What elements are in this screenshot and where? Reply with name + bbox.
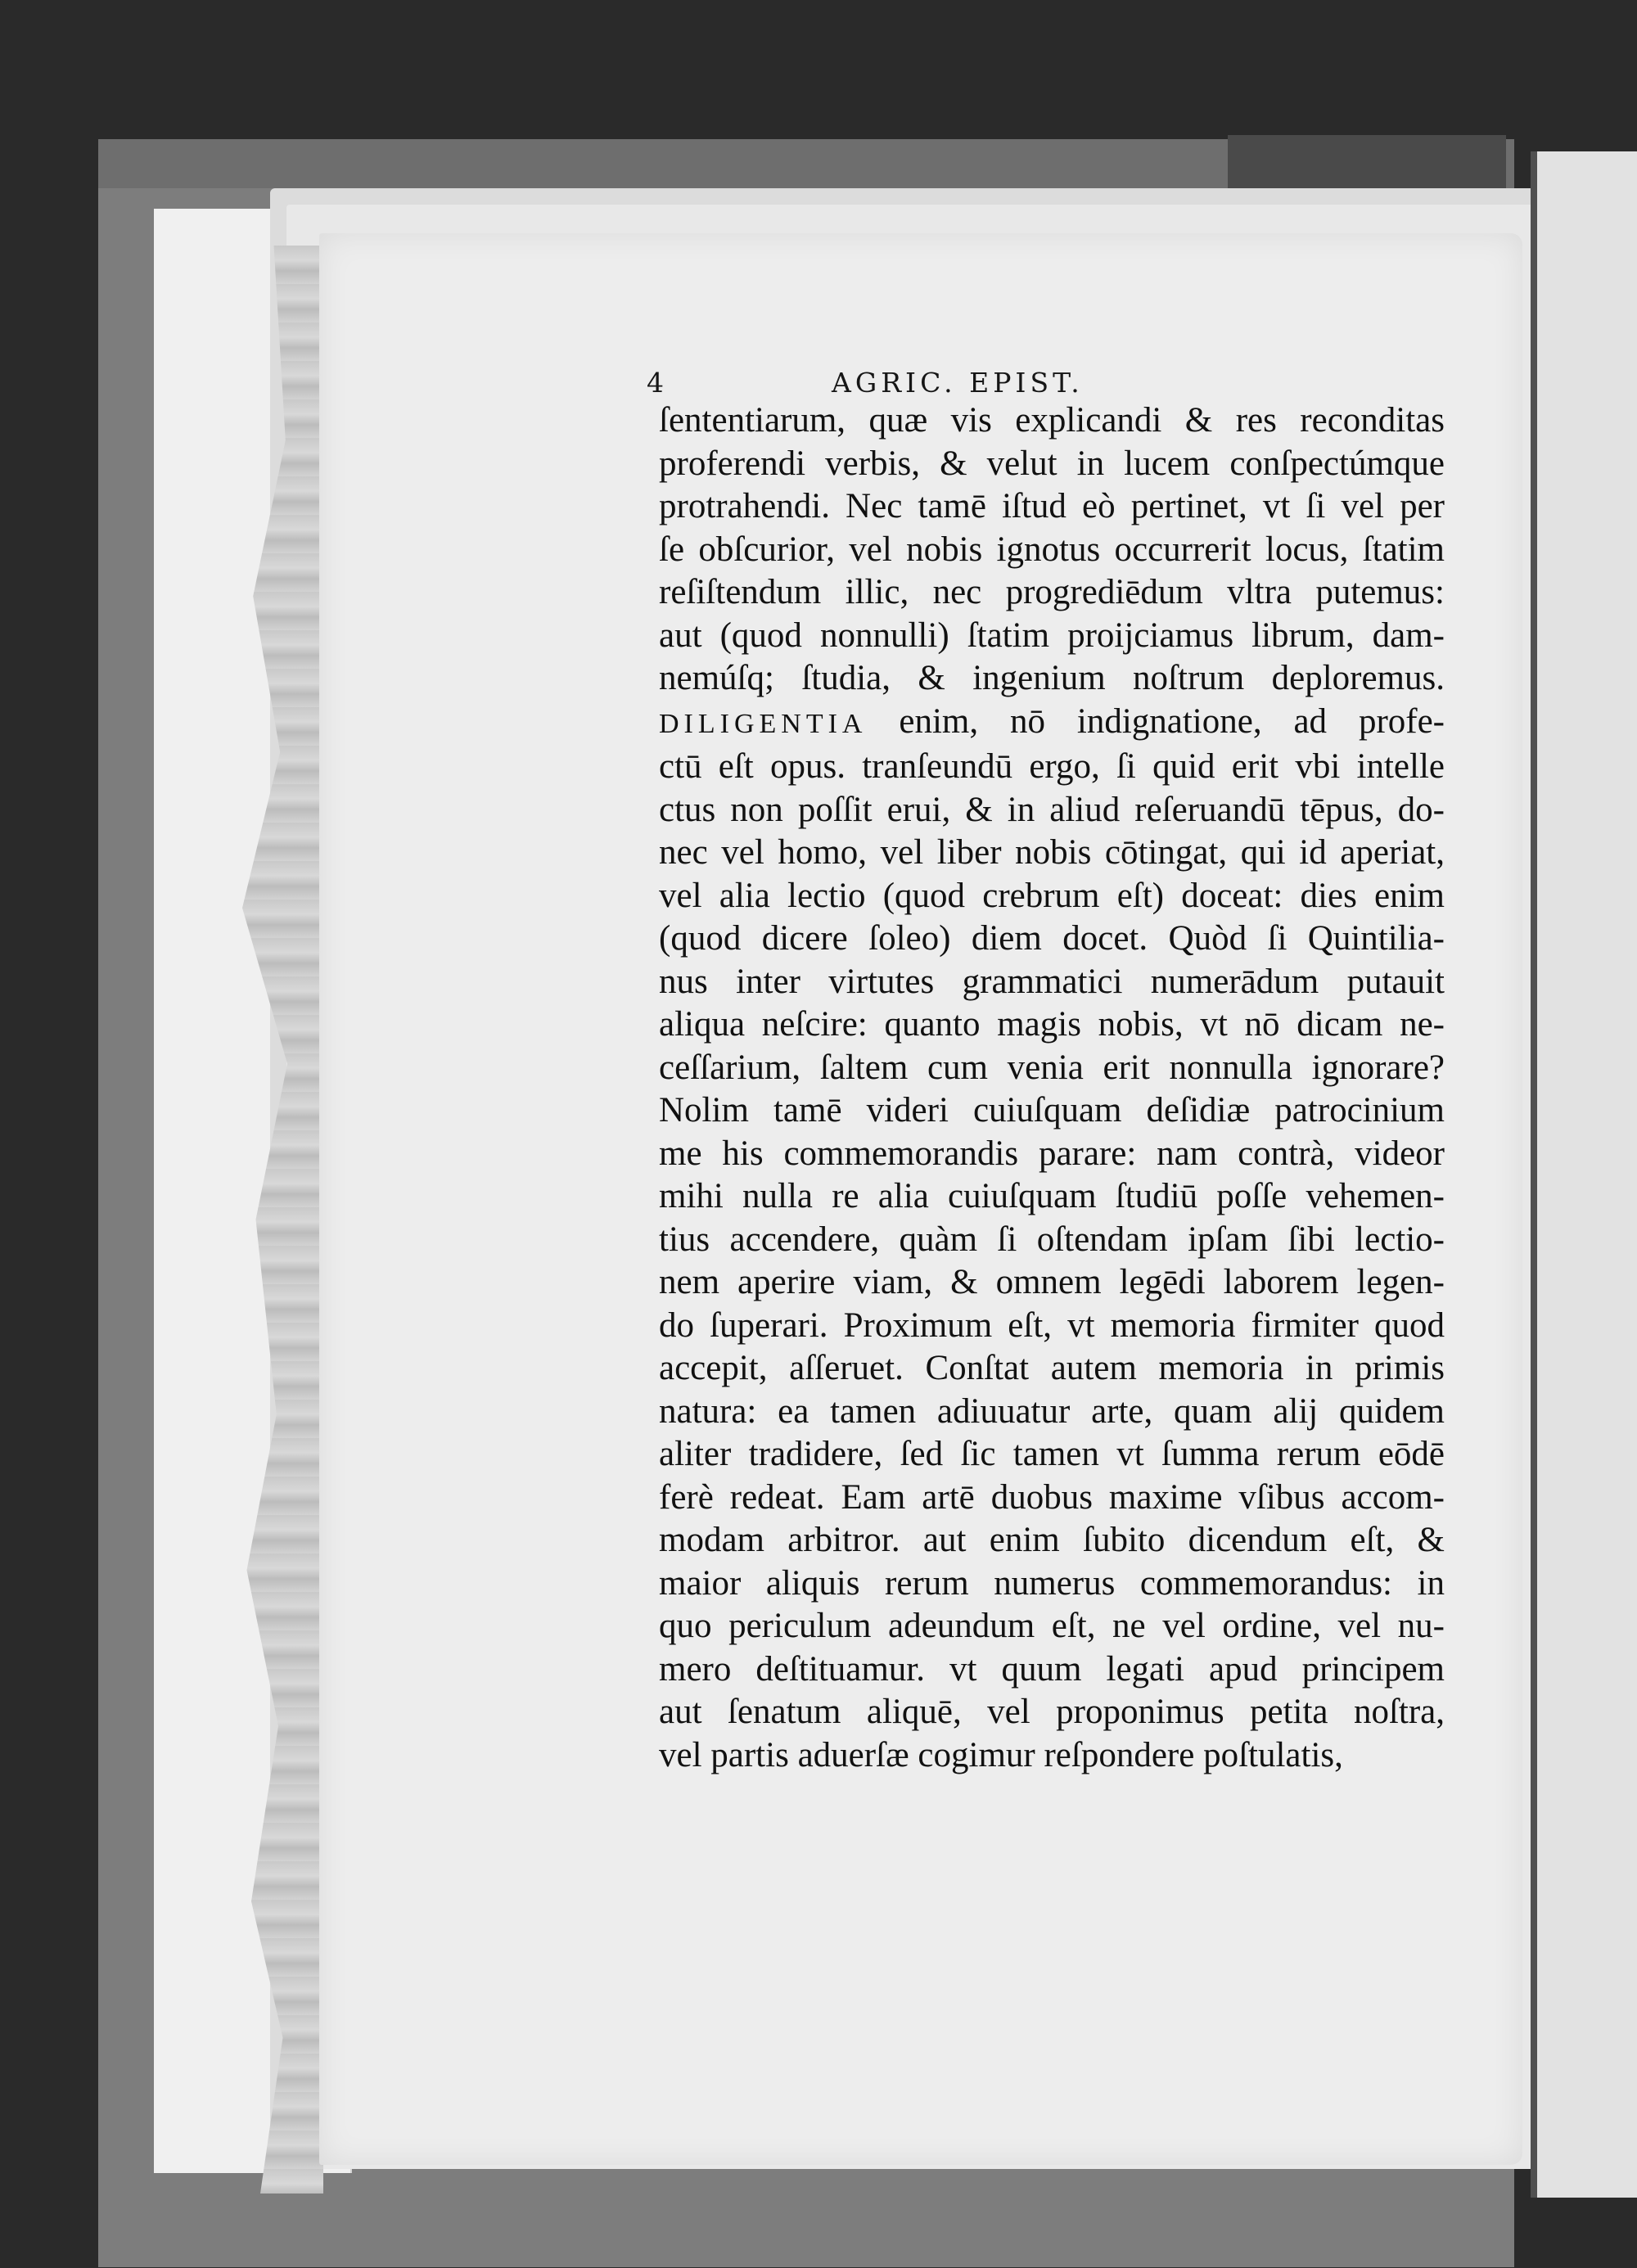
text-line: ctus non poſſit erui, & in aliud reſeruandū tēpus, do- <box>659 790 1445 829</box>
text-line: ceſſarium, ſaltem cum venia erit nonnulla ignorare? <box>659 1048 1445 1087</box>
text-line: protrahendi. Nec tamē iſtud eò pertinet, vt ſi vel per <box>659 487 1445 525</box>
text-line: accepit, aſſeruet. Conſtat autem memoria in primis <box>659 1349 1445 1387</box>
text-line: reſiſtendum illic, nec progrediēdum vltra putemus: <box>659 573 1445 611</box>
text-line: natura: ea tamen adiuuatur arte, quam alij quidem <box>659 1391 1445 1431</box>
text-line: ſententiarum, quæ vis explicandi & res reconditas <box>659 401 1445 440</box>
text-line: ctū eſt opus. tranſeundū ergo, ſi quid erit vbi intelle <box>659 747 1445 786</box>
text-line: vel alia lectio (quod crebrum eſt) doceat: dies enim <box>659 876 1445 915</box>
text-line: me his commemorandis parare: nam contrà, videor <box>659 1134 1445 1173</box>
text-line: proferendi verbis, & velut in lucem conſpectúmque <box>659 444 1445 483</box>
small-caps-word: DILIGENTIA <box>659 708 868 739</box>
text-line: modam arbitror. aut enim ſubito dicendum eſt, & <box>659 1521 1445 1559</box>
text-line: nec vel homo, vel liber nobis cōtingat, qui id aperiat, <box>659 833 1445 872</box>
text-line: quo periculum adeundum eſt, ne vel ordine, vel nu- <box>659 1607 1445 1645</box>
text-line: aut (quod nonnulli) ſtatim proijciamus librum, dam- <box>659 615 1445 655</box>
facing-page <box>1531 151 1637 2198</box>
text-block <box>659 399 1445 1777</box>
text-line: mihi nulla re alia cuiuſquam ſtudiū poſſe vehemen- <box>659 1177 1445 1215</box>
text-line: vel partis aduerſæ cogimur reſpondere poſtulatis, <box>659 1735 1343 1774</box>
text-line: nus inter virtutes grammatici numerādum putauit <box>659 962 1445 1001</box>
text-line: aut ſenatum aliquē, vel proponimus petita noſtra, <box>659 1693 1445 1731</box>
text-line: mero deſtituamur. vt quum legati apud principem <box>659 1649 1445 1689</box>
book-spine <box>1228 135 1506 192</box>
text-line: DILIGENTIA enim, nō indignatione, ad profe- <box>659 701 1445 741</box>
text-line: ferè redeat. Eam artē duobus maxime vſibus accom- <box>659 1477 1445 1517</box>
text-line: (quod dicere ſoleo) diem docet. Quòd ſi Quintilia- <box>659 919 1445 958</box>
text-line: maior aliquis rerum numerus commemorandus: in <box>659 1563 1445 1603</box>
folio-number: 4 <box>647 367 668 399</box>
text-line: aliter tradidere, ſed ſic tamen vt ſumma rerum eōdē <box>659 1435 1445 1473</box>
text-line: tius accendere, quàm ſi oſtendam ipſam ſibi lectio- <box>659 1220 1445 1259</box>
text-line: aliqua neſcire: quanto magis nobis, vt nō dicam ne- <box>659 1005 1445 1044</box>
running-head <box>647 367 1252 399</box>
text-line: do ſuperari. Proximum eſt, vt memoria firmiter quod <box>659 1305 1445 1345</box>
text-line: nem aperire viam, & omnem legēdi laborem legen- <box>659 1263 1445 1301</box>
text-line: ſe obſcurior, vel nobis ignotus occurrerit locus, ſtatim <box>659 530 1445 569</box>
running-title: AGRIC. EPIST. <box>832 367 1084 399</box>
text-line: Nolim tamē videri cuiuſquam deſidiæ patrocinium <box>659 1091 1445 1129</box>
text-line: nemúſq; ſtudia, & ingenium noſtrum deploremus. <box>659 659 1445 697</box>
